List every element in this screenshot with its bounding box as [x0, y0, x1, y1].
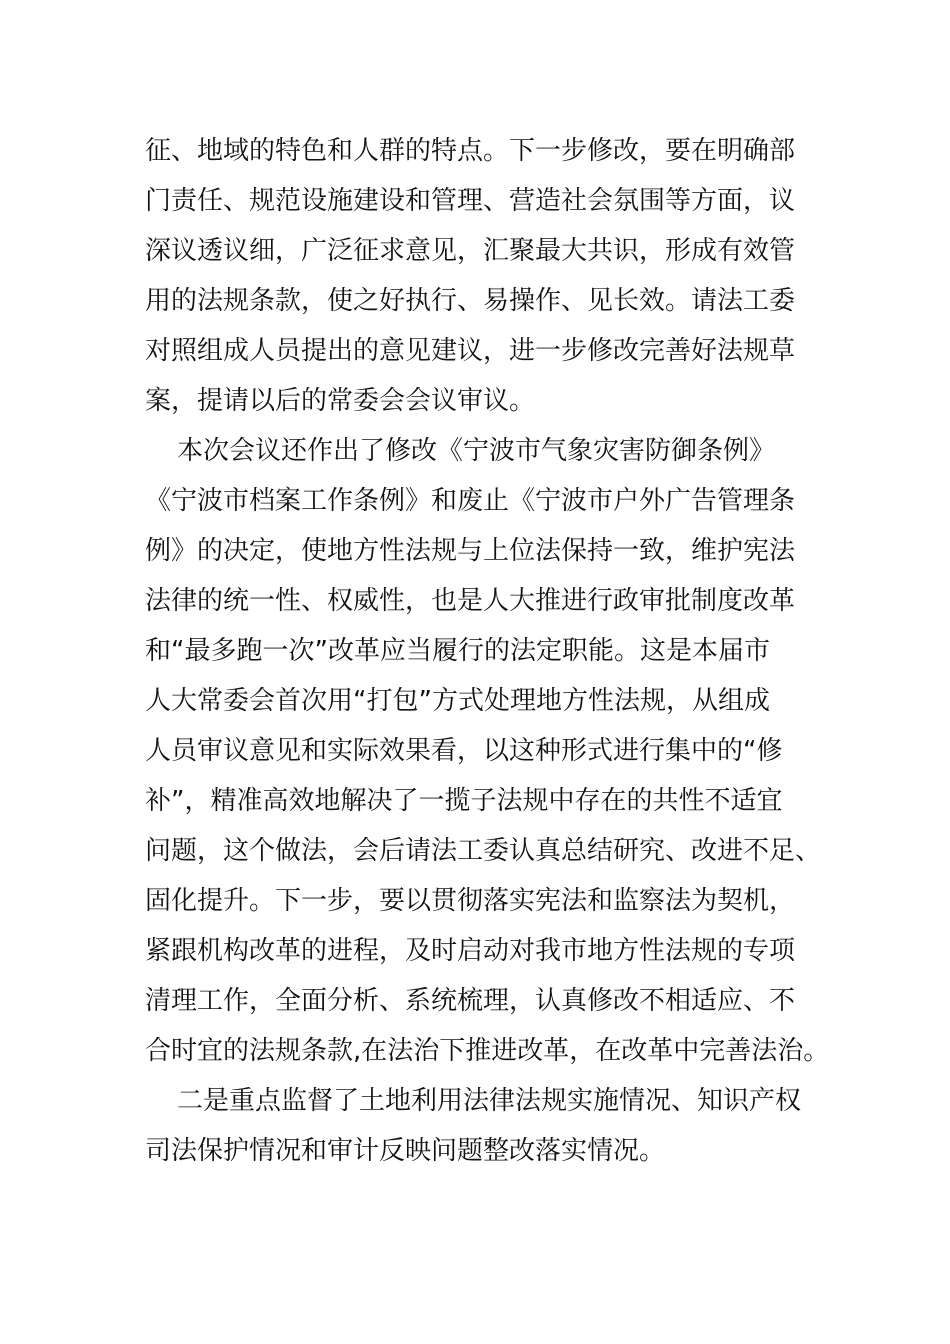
text-line-14: 补”，精准高效地解决了一揽子法规中存在的共性不适宜	[145, 786, 783, 816]
text-line-4: 用的法规条款，使之好执行、易操作、见长效。请法工委	[145, 286, 796, 316]
text-line-19: 合时宜的法规条款,在法治下推进改革，在改革中完善法治。	[145, 1036, 830, 1066]
text-line-1: 征、地域的特色和人群的特点。下一步修改，要在明确部	[145, 136, 796, 166]
text-line-15: 问题，这个做法，会后请法工委认真总结研究、改进不足、	[145, 836, 822, 866]
text-line-6: 案，提请以后的常委会会议审议。	[145, 386, 536, 416]
text-line-18: 清理工作，全面分析、系统梳理，认真修改不相适应、不	[145, 986, 796, 1016]
text-line-5: 对照组成人员提出的意见建议，进一步修改完善好法规草	[145, 336, 796, 366]
text-line-17: 紧跟机构改革的进程，及时启动对我市地方性法规的专项	[145, 936, 796, 966]
text-line-9: 例》的决定，使地方性法规与上位法保持一致，维护宪法	[145, 536, 796, 566]
text-line-21: 司法保护情况和审计反映问题整改落实情况。	[145, 1136, 666, 1166]
text-line-3: 深议透议细，广泛征求意见，汇聚最大共识，形成有效管	[145, 236, 796, 266]
text-line-11: 和“最多跑一次”改革应当履行的法定职能。这是本届市	[145, 636, 770, 666]
text-line-12: 人大常委会首次用“打包”方式处理地方性法规，从组成	[145, 686, 770, 716]
text-line-2: 门责任、规范设施建设和管理、营造社会氛围等方面，议	[145, 186, 796, 216]
text-line-10: 法律的统一性、权威性，也是人大推进行政审批制度改革	[145, 586, 796, 616]
text-line-20: 二是重点监督了土地利用法律法规实施情况、知识产权	[177, 1086, 802, 1116]
text-line-13: 人员审议意见和实际效果看，以这种形式进行集中的“修	[145, 736, 783, 766]
text-line-7: 本次会议还作出了修改《宁波市气象灾害防御条例》	[177, 436, 776, 466]
text-line-16: 固化提升。下一步，要以贯彻落实宪法和监察法为契机，	[145, 886, 796, 916]
text-line-8: 《宁波市档案工作条例》和废止《宁波市户外广告管理条	[145, 486, 796, 516]
